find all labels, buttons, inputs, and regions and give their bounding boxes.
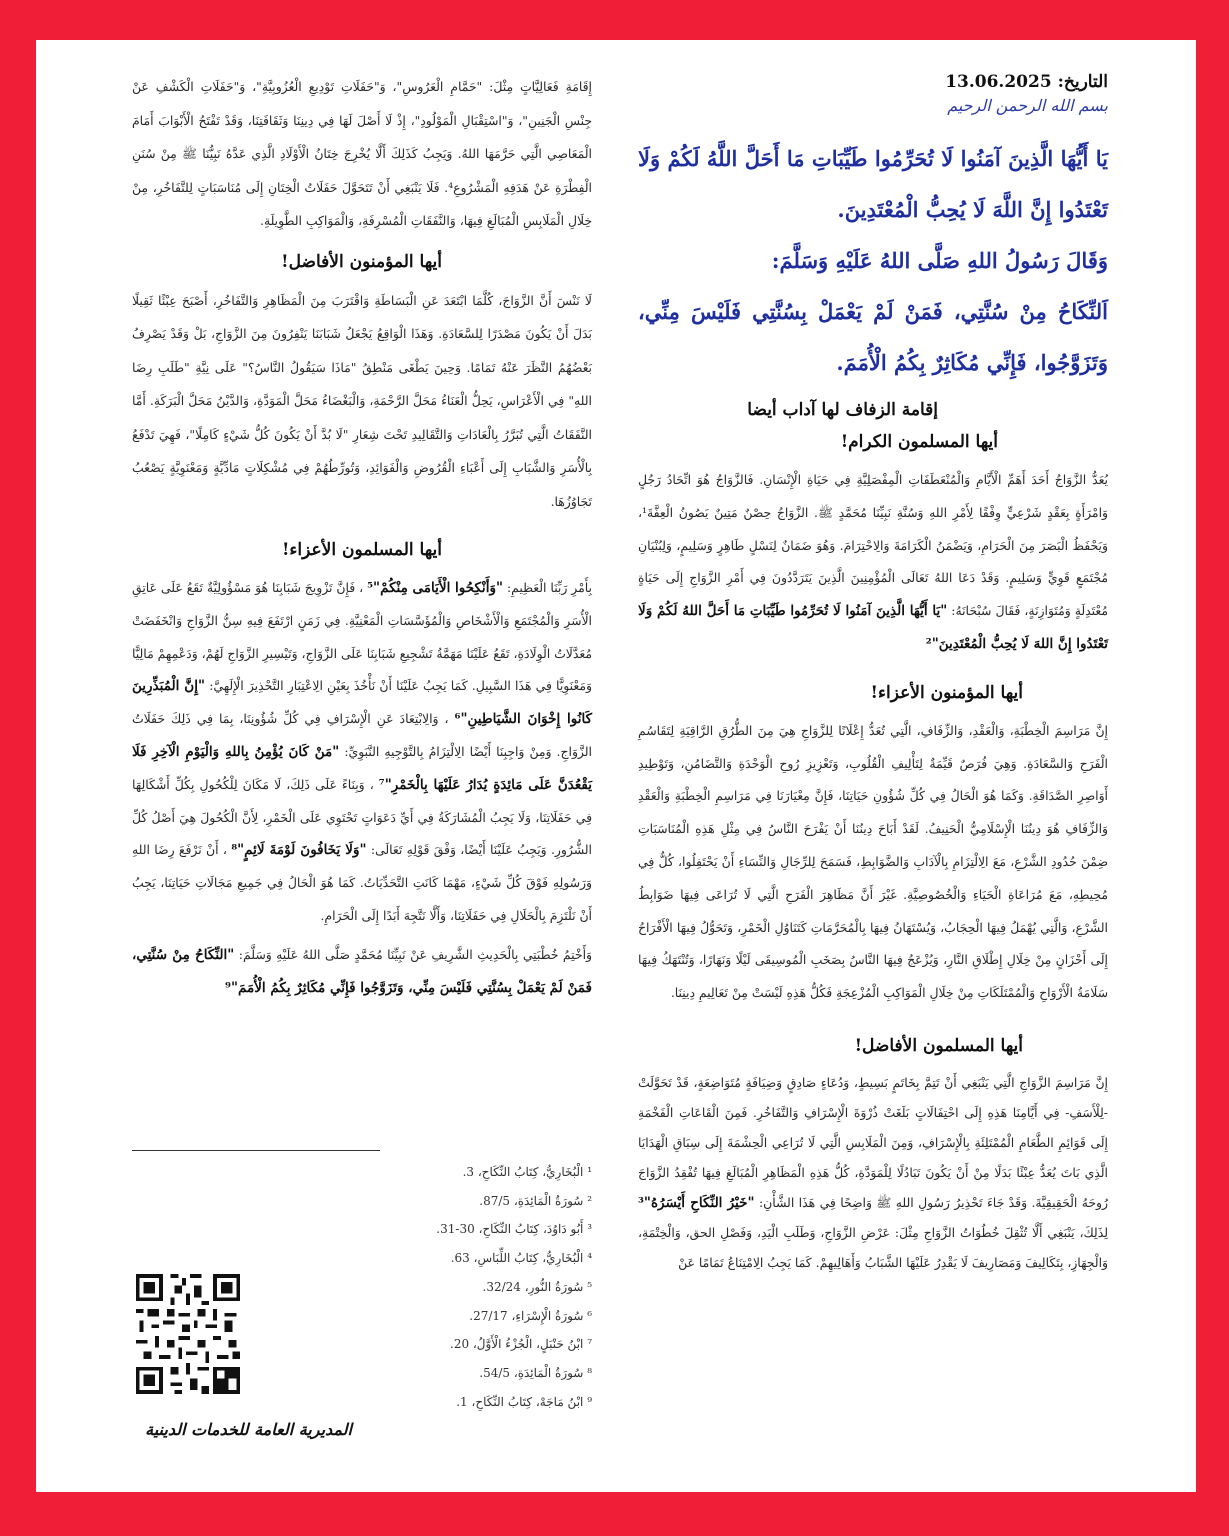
hadith-quote: "خَيْرُ النِّكَاحِ أَيْسَرُهُ"³ [638, 1194, 755, 1211]
footnote: ⁹ ابْنُ مَاجَهْ، كِتَابُ النِّكَاحِ، 1. [456, 1394, 592, 1409]
footnotes [336, 1158, 592, 1416]
signature-directorate: المديرية العامة للخدمات الدينية [145, 1420, 352, 1439]
paragraph-text: وَأَخْتِمُ خُطْبَتِي بِالْحَدِيثِ الشَّرِيفِ عَنْ نَبِيِّنَا مُحَمَّدٍ صَلَّى اللهُ عَلَيْهِ وَسَلَّمَ: [238, 946, 592, 962]
paragraph-text: لِذَلِكَ، يَنْبَغِي أَلَّا تُثْقِلَ خُطُوَاتُ الزَّوَاجِ مِثْلَ: عَرْضِ الزَّوَاجِ، وَطَلَبِ الْيَدِ، وَفَصْلِ الحق، وَالْخِتْمَةِ، وَالْجِهَازِ، بِتَكَالِيفَ وَمَصَارِيفَ لَا يَقْدِرُ عَلَيْهَا الشَّبَابُ وَأَهَالِيهِمْ. كَمَا يَجِبُ الِامْتِنَاعُ تَمَامًا عَنْ [638, 1224, 1108, 1270]
footnote: ¹ الْبُخَارِيُّ، كِتَابُ النِّكَاحِ، 3. [462, 1165, 592, 1179]
hadith-intro: وَقَالَ رَسُولُ اللهِ صَلَّى اللهُ عَلَيْهِ وَسَلَّمَ: [771, 248, 1108, 273]
quran-quote: "إِنَّ الْمُبَذِّرِينَ كَانُوا إِخْوَانَ الشَّيَاطِينِ"⁶ [132, 678, 592, 728]
section-heading: أيها المسلمون الأعزاء! [281, 540, 442, 560]
paragraph-text: ، فَإِنَّ تَزْوِيجَ شَبَابِنَا هُوَ مَسْؤُولِيَّةٌ تَقَعُ عَلَى عَاتِقِ الْأُسَرِ وَالْمُجْتَمَعِ وَالْأَشْخَاصِ وَالْمُؤَسَّسَاتِ الْمَعْنِيَّةِ. فِي زَمَنٍ ارْتَفَعَ فِيهِ سِنُّ الزَّوَاجِ وَانْخَفَضَتْ مُعَدَّلَاتُ الْوِلَادَةِ، تَقَعُ عَلَيْنَا مَهَمَّةُ تَشْجِيعِ شَبَابِنَا عَلَى الزَّوَاجِ، وَتَيْسِيرِ الزَّوَاجِ لَهُمْ، وَدَعْمِهِمْ مَالِيًّا وَمَعْنَوِيًّا فِي هَذَا السَّبِيلِ. كَمَا يَجِبُ عَلَيْنَا أَنْ نَأْخُذَ بِعَيْنِ الِاعْتِبَارِ التَّحْذِيرَ الْإِلَهِيَّ: [132, 580, 593, 694]
hadith-quote: "النِّكَاحُ مِنْ سُنَّتِي، فَمَنْ لَمْ يَعْمَلْ بِسُنَّتِي فَلَيْسَ مِنِّي، وَتَزَوَّجُوا فَإِنِّي مُكَاثِرٌ بِكُمُ الْأُمَمَ"⁹ [132, 946, 592, 996]
date-value: 13.06.2025 [945, 72, 1052, 92]
paragraph [132, 939, 592, 1005]
paragraph-text: ، وَبِنَاءً عَلَى ذَلِكَ، لَا مَكَانَ لِلْكُحُولِ بِكُلِّ أَشْكَالِهَا فِي حَفَلَاتِنَا، وَلَا يَجِبُ الْمُشَارَكَةُ فِي أَيِّ دَعَوَاتٍ تَحْتَوِي عَلَى الْخَمْرِ، لِأَنَّ الْكُحُولَ هِيَ أَصْلُ كُلِّ الشُّرُورِ. وَيَجِبُ عَلَيْنَا أَيْضًا، وَفْقَ قَوْلِهِ تَعَالَى: [132, 776, 592, 858]
paragraph-text: إِنَّ مَرَاسِمَ الزَّوَاجِ الَّتِي يَنْبَغِي أَنْ تَتِمَّ بِخَاتَمٍ بَسِيطٍ، وَدُعَاءٍ صَادِقٍ وَضِيَافَةٍ مُتَوَاضِعَةٍ، قَدْ تَحَوَّلَتْ -لِلْأَسَفِ- فِي أَيَّامِنَا هَذِهِ إِلَى احْتِفَالَاتٍ بَلَغَتْ ذُرْوَةَ الْإِسْرَافِ وَالتَّفَاخُرِ. فَمِنَ الْقَاعَاتِ الْفَخْمَةِ إِلَى قَوَائِمِ الطَّعَامِ الْمُمْتَلِئَةِ بِالْإِسْرَافِ، وَمِنَ الْمَلَابِسِ الَّتِي لَا تُرَاعِي الْحِشْمَةَ إِلَى سِبَاقِ الْهَدَايَا الَّذِي بَاتَ يُعَدُّ عِبْئًا بَدَلًا مِنْ أَنْ يَكُونَ تَبَادُلًا لِلْمَوَدَّةِ، كُلُّ هَذِهِ الْمَظَاهِرِ الْمُبَالَغِ فِيهَا تُفْقِدُ الزَّوَاجَ رُوحَهُ الْحَقِيقِيَّةَ. وَقَدْ جَاءَ تَحْذِيرُ رَسُولِ اللهِ ﷺ وَاضِحًا فِي هَذَا الشَّأْنِ: [638, 1074, 1108, 1210]
right-column [638, 40, 1108, 1284]
paragraph [638, 464, 1108, 661]
section-heading: أيها المسلمون الأفاضل! [854, 1035, 1023, 1056]
footnote-divider [132, 1150, 380, 1151]
sermon-title: إقامة الزفاف لها آداب أيضا [747, 400, 938, 420]
opening-verse: يَا أَيُّهَا الَّذِينَ آمَنُوا لَا تُحَرِّمُوا طَيِّبَاتِ مَا أَحَلَّ اللَّهُ لَكُمْ وَلَا تَعْتَدُوا إِنَّ اللَّهَ لَا يُحِبُّ الْمُعْتَدِينَ. [638, 146, 1108, 222]
date-line [638, 72, 1108, 92]
footnote: ⁶ سُورَةُ الْإِسْرَاءِ، 27/17. [469, 1308, 592, 1323]
paragraph [132, 572, 592, 933]
paragraph-text: ، وَالِابْتِعَادَ عَنِ الْإِسْرَافِ فِي كُلِّ شُؤُونِنَا، بِمَا فِي ذَلِكَ حَفَلَاتُ الزَّوَاجِ. وَمِنْ وَاجِبِنَا أَيْضًا الِالْتِزَامُ بِالتَّوْجِيهِ النَّبَوِيِّ: [132, 711, 592, 759]
paragraph-text: ، أَنْ نَرْفَعَ رِضَا اللهِ وَرَسُولِهِ فَوْقَ كُلِّ شَيْءٍ، مَهْمَا كَانَتِ التَّحَدِّيَاتُ. كَمَا هُوَ الْحَالُ فِي جَمِيعِ مَجَالَاتِ حَيَاتِنَا، يَجِبُ أَنْ نَلْتَزِمَ بِالْحَلَالِ فِي حَفَلَاتِنَا، وَأَلَّا نَتَّجِهَ أَبَدًا إِلَى الْحَرَامِ. [132, 842, 592, 923]
section-heading: أيها المسلمون الكرام! [840, 432, 998, 452]
paragraph: إِنَّ مَرَاسِمَ الْخِطْبَةِ، وَالْعَقْدِ، وَالزِّفَافِ، الَّتِي تُعَدُّ إِعْلَانًا لِلزَّوَاجِ هِيَ مِنَ الطُّرُقِ الرَّاقِيَةِ لِتَقَاسُمِ الْفَرَحِ وَالسَّعَادَةِ. وَهِيَ فُرَصٌ قَيِّمَةٌ لِتَأْلِيفِ الْقُلُوبِ، وَتَعْزِيزِ رُوحِ الْوَحْدَةِ وَالتَّضَامُنِ، وَتَوْطِيدِ أَوَاصِرِ الصَّدَاقَةِ. وَكَمَا هُوَ الْحَالُ فِي كُلِّ شُؤُونِ حَيَاتِنَا، فَإِنَّ مِعْيَارَنَا فِي مَرَاسِمِ الْخِطْبَةِ وَالْعَقْدِ وَالزِّفَافِ هُوَ دِينُنَا الْإِسْلَامِيُّ الْحَنِيفُ. لَقَدْ أَبَاحَ دِينُنَا أَنْ يَفْرَحَ النَّاسُ فِي مِثْلِ هَذِهِ الْمُنَاسَبَاتِ ضِمْنَ حُدُودِ الشَّرْعِ، مَعَ الِالْتِزَامِ بِالْآدَابِ وَالضَّوَابِطِ، فَسَمَحَ لِلرِّجَالِ وَالنِّسَاءِ أَنْ يَحْتَفِلُوا، كُلٌّ فِي مُحِيطِهِ، مَعَ مُرَاعَاةِ الْحَيَاءِ وَالْخُصُوصِيَّةِ. غَيْرَ أَنَّ مَظَاهِرَ الْفَرَحِ الَّتِي لَا تُرَاعَى فِيهَا ضَوَابِطُ الشَّرْعِ، وَالَّتِي يُهْمَلُ فِيهَا الْحِجَابُ، وَيُسْتَهَانُ فِيهَا بِالْمُحَرَّمَاتِ كَتَنَاوُلِ الْخَمْرِ، وَتَحَوُّلُ فِيهَا الْأَفْرَاحُ إِلَى أَحْزَانٍ مِنْ خِلَالِ إِطْلَاقِ النَّارِ، وَيُزْعَجُ فِيهَا النَّاسُ بِصَخَبِ الْمُوسِيقَى لَيْلًا وَنَهَارًا، وَتُنْتَهَكُ فِيهَا سَلَامَةُ الْأَرْوَاحِ وَالْمُمْتَلَكَاتِ مِنْ خِلَالِ الْمَوَاكِبِ الْمُزْعِجَةِ فَكُلُّ هَذِهِ لَيْسَتْ مِنْ تَعَالِيمِ دِينِنَا. [638, 722, 1108, 1001]
opening-hadith: اَلنِّكَاحُ مِنْ سُنَّتِي، فَمَنْ لَمْ يَعْمَلْ بِسُنَّتِي فَلَيْسَ مِنِّي، وَتَزَوَّجُوا، فَإِنِّي مُكَاثِرٌ بِكُمُ الْأُمَمَ. [638, 299, 1108, 375]
paragraph-text: بِأَمْرِ رَبِّنَا الْعَظِيمِ: [506, 580, 593, 595]
footnote: ⁷ ابْنُ حَنْبَلٍ، الْجُزْءُ الْأَوَّلُ، 20. [450, 1337, 592, 1352]
basmala-calligraphy: بسم الله الرحمن الرحيم [947, 96, 1108, 115]
footnote: ⁴ الْبُخَارِيُّ، كِتَابُ اللِّبَاسِ، 63. [450, 1251, 592, 1266]
footnote: ³ أَبُو دَاوُدَ، كِتَابُ النِّكَاحِ، 30-31. [436, 1222, 592, 1237]
section-heading: أيها المؤمنون الأعزاء! [870, 682, 1023, 703]
footnote: ² سُورَةُ الْمَائِدَةِ، 87/5. [479, 1193, 592, 1208]
quran-quote: "وَلَا يَخَافُونَ لَوْمَةَ لَائِمٍ"⁸ [231, 842, 367, 859]
paragraph [638, 1068, 1108, 1278]
date-label: التاريخ: [1057, 72, 1108, 92]
hadith-quote: "مَنْ كَانَ يُؤْمِنُ بِاللهِ وَالْيَوْمِ الْآخِرِ فَلَا يَقْعُدَنَّ عَلَى مَائِدَةٍ يُدَارُ عَلَيْهَا بِالْخَمْرِ"⁷ [132, 743, 592, 793]
qr-code-icon[interactable] [132, 1270, 244, 1398]
quran-quote: "وَأَنْكِحُوا الْأَيَامَى مِنْكُمْ"⁵ [367, 580, 503, 596]
paragraph: لَا نَنْسَ أَنَّ الزَّوَاجَ، كُلَّمَا ابْتَعَدَ عَنِ الْبَسَاطَةِ وَاقْتَرَبَ مِنَ الْمَظَاهِرِ وَالتَّفَاخُرِ، أَصْبَحَ عِبْئًا ثَقِيلًا بَدَلَ أَنْ يَكُونَ مَصْدَرًا لِلسَّعَادَةِ. وَهَذَا الْوَاقِعُ يَجْعَلُ شَبَابَنَا يَنْفِرُونَ مِنَ الزَّوَاجِ، بَلْ وَقَدْ يَصْرِفُ بَعْضُهُمُ النَّظَرَ عَنْهُ تَمَامًا. وَحِينَ يَطْغَى مَنْطِقُ "مَاذَا سَيَقُولُ النَّاسُ؟" عَلَى نِيَّةِ "طَلَبِ رِضَا اللهِ" فِي الْأَعْرَاسِ، يَحِلُّ الْعَنَاءُ مَحَلَّ الرَّحْمَةِ، وَالْبَغْضَاءُ مَحَلَّ الْمَوَدَّةِ، وَالدَّيْنُ مَحَلَّ الْبَرَكَةِ. أَمَّا النَّفَقَاتُ الَّتِي تُبَرَّرُ بِالْعَادَاتِ وَالتَّقَالِيدِ تَحْتَ شِعَارِ "لَا بُدَّ أَنْ يَكُونَ كُلُّ شَيْءٍ كَامِلًا"، فَهِيَ تَدْفَعُ بِالْأُسَرِ وَالشَّبَابِ إِلَى أَعْبَاءِ الْقُرُوضِ وَالْفَوَائِدِ، وَتُورِّطُهُمْ فِي مُشْكِلَاتٍ مَادِّيَّةٍ وَمَعْنَوِيَّةٍ يَصْعُبُ تَجَاوُزُهَا. [132, 292, 592, 509]
paragraph-text: يُعَدُّ الزَّوَاجُ أَحَدَ أَهَمِّ الْأَيَّامِ وَالْمُنْعَطَفَاتِ الْمِفْصَلِيَّةِ فِي حَيَاةِ الْإِنْسَانِ. فَالزَّوَاجُ هُوَ اتِّحَادُ رَجُلٍ وَامْرَأَةٍ بِعَقْدٍ شَرْعِيٍّ وِفْقًا لِأَمْرِ اللهِ وَسُنَّةِ نَبِيِّنَا مُحَمَّدٍ ﷺ. الزَّوَاجُ حِصْنٌ مَتِينٌ يَصُونُ الْعِفَّةَ¹، وَيَحْفَظُ الْبَصَرَ مِنَ الْحَرَامِ، وَيَضْمَنُ الْكَرَامَةَ وَالِاحْتِرَامَ. وَهُوَ ضَمَانٌ لِنَسْلٍ طَاهِرٍ وَسَلِيمٍ، وَلِبُنْيَانِ مُجْتَمَعٍ قَوِيٍّ وَسَلِيمٍ. وَقَدْ دَعَا اللهُ تَعَالَى الْمُؤْمِنِينَ الَّذِينَ يَتَرَدَّدُونَ فِي أَمْرِ الزَّوَاجِ إِلَى حَيَاةٍ مُعْتَدِلَةٍ وَمُتَوَازِنَةٍ، فَقَالَ سُبْحَانَهُ: [638, 472, 1108, 619]
paragraph: إِقَامَةِ فَعَالِيَّاتٍ مِثْلَ: "حَمَّامِ الْعَرُوسِ"، وَ"حَفَلَاتِ تَوْدِيعِ الْعُزُوبِيَّةِ"، وَ"حَفَلَاتِ الْكَشْفِ عَنْ جِنْسِ الْجَنِينِ"، وَ"اسْتِقْبَالِ الْمَوْلُودِ"، إِذْ لَا أَصْلَ لَهَا فِي دِينِنَا وَثَقَافَتِنَا، وَقَدْ تَفْتَحُ الْأَبْوَابَ أَمَامَ الْمَعَاصِي الَّتِي حَرَّمَهَا اللهُ. وَيَجِبُ كَذَلِكَ أَلَّا يُخْرِجَ خِتَانُ الْأَوْلَادِ الَّذِي عَدَّهُ نَبِيُّنَا ﷺ مِنْ سُنَنِ الْفِطْرَةِ عَنْ هَدَفِهِ الْمَشْرُوعِ⁴. فَلَا يَنْبَغِي أَنْ تَتَحَوَّلَ حَفَلَاتُ الْخِتَانِ إِلَى مُنَاسَبَاتٍ لِلتَّفَاخُرِ، مِنْ خِلَالِ الْمَلَابِسِ الْمُبَالَغِ فِيهَا، وَالنَّفَقَاتِ الْمُسْرِفَةِ، وَالْمَوَاكِبِ الطَّوِيلَةِ. [132, 79, 592, 228]
footnote: ⁸ سُورَةُ الْمَائِدَةِ، 54/5. [479, 1365, 592, 1380]
left-column [132, 40, 592, 1010]
sermon-page [36, 40, 1196, 1492]
footnote: ⁵ سُورَةُ النُّورِ، 32/24. [482, 1279, 592, 1294]
quran-quote: "يَا أَيُّهَا الَّذِينَ آمَنُوا لَا تُحَرِّمُوا طَيِّبَاتِ مَا أَحَلَّ اللهُ لَكُمْ وَلَا تَعْتَدُوا إِنَّ اللهَ لَا يُحِبُّ الْمُعْتَدِينَ"² [638, 603, 1108, 652]
section-heading: أيها المؤمنون الأفاضل! [281, 251, 442, 272]
